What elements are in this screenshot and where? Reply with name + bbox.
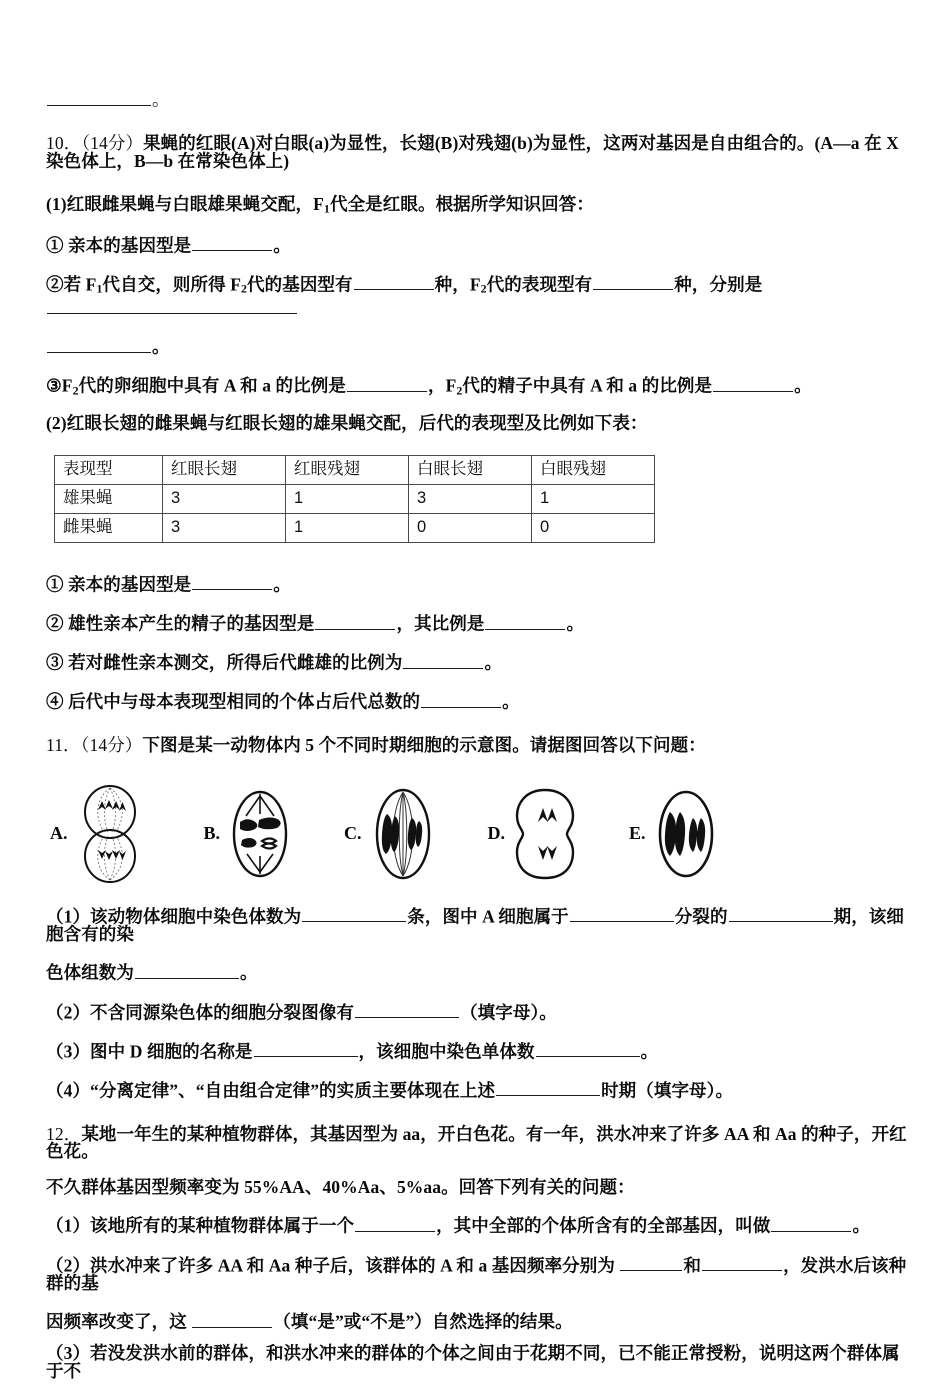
fill-blank[interactable] bbox=[485, 612, 565, 630]
cell-anaphase-meiosis-II-icon bbox=[511, 784, 579, 884]
fill-blank[interactable] bbox=[536, 1040, 640, 1058]
q10-item2-b: 代自交，则所得 F bbox=[102, 274, 241, 295]
q10-sub1 bbox=[46, 196, 912, 216]
fill-blank[interactable] bbox=[421, 690, 501, 708]
q10-stem-bold: (A—a 在 X 染色体上，B—b 在常染色体上) bbox=[46, 133, 904, 171]
q10-item1 bbox=[46, 234, 912, 255]
table-cell: 1 bbox=[532, 484, 655, 513]
q12-number: 12． bbox=[46, 1123, 82, 1144]
q10-after4-a: ④ 后代中与母本表现型相同的个体占后代总数的 bbox=[46, 691, 421, 712]
cell-diagram-a bbox=[50, 782, 146, 886]
q10-after2-b: ，其比例是 bbox=[396, 613, 485, 634]
q10-item2 bbox=[46, 273, 912, 317]
q10-after3-a: ③ 若对雌性亲本测交，所得后代雌雄的比例为 bbox=[46, 652, 403, 673]
q12-p2-c: ，发洪水后该种群的基 bbox=[46, 1255, 907, 1293]
fill-blank[interactable] bbox=[47, 296, 297, 314]
q12-p2-a: （2）洪水冲来了许多 AA 和 Aa 种子后，该群体的 A 和 a 基因频率分别为 bbox=[46, 1255, 615, 1276]
table-cell: 3 bbox=[163, 513, 286, 542]
q12-stem-text1: 某地一年生的某种植物群体，其基因型为 aa，开白色花。有一年，洪水冲来了许多 AA 和 Aa 的种子，开红色花。 bbox=[46, 1123, 907, 1162]
q12-p3 bbox=[46, 1345, 912, 1380]
table-cell: 3 bbox=[409, 484, 532, 513]
table-row bbox=[55, 513, 655, 542]
q12-stem-line2 bbox=[46, 1176, 912, 1197]
q10-after2-a: ② 雄性亲本产生的精子的基因型是 bbox=[46, 613, 315, 634]
q10-stem-text: 果蝇的红眼(A)对白眼(a)为显性，长翅(B)对残翅(b)为显性，这两对基因是自由组合的。 bbox=[143, 133, 815, 154]
q11-p4-a: （4）“分离定律”、“自由组合定律”的实质主要体现在上述 bbox=[46, 1080, 496, 1101]
q10-item3-b: 代的卵细胞中具有 A 和 a 的比例是 bbox=[78, 375, 346, 396]
cell-two-chromosomes-icon bbox=[652, 784, 720, 884]
q10-after1 bbox=[46, 573, 912, 594]
q10-item2-d: 种，F bbox=[434, 274, 481, 295]
fill-blank[interactable] bbox=[702, 1254, 782, 1272]
table-cell: 1 bbox=[286, 513, 409, 542]
q10-item2-sub2: 2 bbox=[240, 282, 248, 296]
q10-after4 bbox=[46, 690, 912, 711]
q11-p2-b: （填字母）。 bbox=[460, 1002, 557, 1023]
fill-blank[interactable] bbox=[496, 1079, 600, 1097]
q11-p2-a: （2）不含同源染色体的细胞分裂图像有 bbox=[46, 1002, 355, 1023]
fill-blank[interactable] bbox=[192, 1310, 272, 1328]
diagram-label-e: E. bbox=[629, 823, 646, 844]
q10-stem bbox=[46, 135, 912, 170]
q12-p1-b: ，其中全部的个体所含有的全部基因，叫做 bbox=[436, 1216, 771, 1237]
q10-after1-end: 。 bbox=[273, 574, 291, 595]
q10-after2-c: 。 bbox=[566, 613, 585, 634]
q11-p1-a: （1）该动物体细胞中染色体数为 bbox=[46, 906, 302, 927]
fill-blank[interactable] bbox=[192, 234, 272, 252]
fill-blank[interactable] bbox=[570, 905, 674, 923]
q10-item2-tail: 。 bbox=[152, 336, 170, 357]
table-cell: 1 bbox=[286, 484, 409, 513]
fill-blank[interactable] bbox=[47, 335, 151, 353]
q11-score: （14分） bbox=[80, 735, 143, 756]
q11-stem bbox=[46, 737, 912, 755]
q11-p3-b: ，该细胞中染色单体数 bbox=[358, 1041, 535, 1062]
q11-p1-f: 。 bbox=[240, 963, 258, 984]
q11-p3-c: 。 bbox=[640, 1041, 659, 1062]
fragment-period: 。 bbox=[152, 89, 170, 110]
q12-stem-line1 bbox=[46, 1123, 912, 1162]
fill-blank[interactable] bbox=[355, 1214, 435, 1232]
cell-metaphase-meiosis-I-icon bbox=[226, 784, 294, 884]
q11-p1-d: 期，该细胞含有的染 bbox=[46, 906, 904, 944]
fill-blank[interactable] bbox=[192, 573, 272, 591]
fill-blank[interactable] bbox=[302, 905, 406, 923]
q10-after3 bbox=[46, 651, 912, 672]
fill-blank[interactable] bbox=[354, 273, 434, 291]
fill-blank[interactable] bbox=[593, 273, 673, 291]
q12-p1-a: （1）该地所有的某种植物群体属于一个 bbox=[46, 1216, 355, 1237]
fill-blank[interactable] bbox=[135, 961, 239, 979]
table-col-header: 白眼残翅 bbox=[532, 455, 655, 484]
q10-sub2-text: 红眼长翅的雌果蝇与红眼长翅的雄果蝇交配，后代的表现型及比例如下表： bbox=[66, 413, 648, 434]
q12-stem-text2: 不久群体基因型频率变为 55%AA、40%Aa、5%aa。回答下列有关的问题： bbox=[46, 1176, 635, 1197]
diagram-label-d: D. bbox=[487, 823, 506, 844]
q12-p2 bbox=[46, 1254, 912, 1293]
fill-blank[interactable] bbox=[347, 374, 427, 392]
fill-blank[interactable] bbox=[254, 1040, 358, 1058]
table-col-header: 红眼长翅 bbox=[163, 455, 286, 484]
q10-item3-sub1: 2 bbox=[72, 383, 79, 398]
q10-item2-c: 代的基因型有 bbox=[247, 274, 353, 295]
q10-item2-e: 代的表现型有 bbox=[486, 274, 593, 295]
fill-blank[interactable] bbox=[620, 1254, 682, 1272]
q10-after4-b: 。 bbox=[502, 691, 520, 712]
q10-sub1-subscript: 1 bbox=[323, 201, 330, 216]
q10-item2-a: ②若 F bbox=[46, 274, 97, 295]
q10-sub1-label: (1) bbox=[46, 194, 67, 215]
q10-item2-sub1: 1 bbox=[96, 282, 103, 296]
q10-sub2-label: (2) bbox=[46, 413, 67, 434]
q10-sub2 bbox=[46, 415, 912, 433]
table-col-header: 白眼长翅 bbox=[409, 455, 532, 484]
diagram-label-b: B. bbox=[203, 823, 221, 844]
cell-diagram-e bbox=[629, 784, 720, 884]
fragment-top-line bbox=[46, 88, 912, 109]
q11-p1-b: 条，图中 A 细胞属于 bbox=[407, 906, 569, 927]
fill-blank[interactable] bbox=[355, 1001, 459, 1019]
q10-after2 bbox=[46, 612, 912, 633]
q11-p1-cont bbox=[46, 961, 912, 982]
q10-score: （14分） bbox=[81, 133, 144, 154]
q12-p2-cont bbox=[46, 1310, 912, 1331]
q10-item3 bbox=[46, 374, 912, 397]
cell-late-telophase-mitosis-icon bbox=[74, 782, 146, 886]
q12-p2-d: 因频率改变了，这 bbox=[46, 1311, 187, 1332]
table-col-header: 表现型 bbox=[55, 455, 163, 484]
q10-after1-text: ① 亲本的基因型是 bbox=[46, 574, 192, 595]
q11-p1 bbox=[46, 905, 912, 944]
q11-p2 bbox=[46, 1001, 912, 1022]
cell-diagram-strip bbox=[46, 775, 912, 893]
table-cell: 0 bbox=[532, 513, 655, 542]
q10-item3-e: 。 bbox=[794, 375, 812, 396]
q12-p3-text: （3）若没发洪水前的群体，和洪水冲来的群体的个体之间由于花期不同，已不能正常授粉，说明这两个群体属于不 bbox=[46, 1343, 900, 1381]
q12-p2-e: （填“是”或“不是”）自然选择的结果。 bbox=[273, 1311, 573, 1332]
q10-sub1-text2: 代全是红眼。根据所学知识回答： bbox=[329, 194, 594, 215]
q11-p4 bbox=[46, 1079, 912, 1100]
q11-p3-a: （3）图中 D 细胞的名称是 bbox=[46, 1041, 253, 1062]
q10-sub1-text: 红眼雌果蝇与白眼雄果蝇交配，F bbox=[66, 194, 324, 215]
table-col-header: 红眼残翅 bbox=[286, 455, 409, 484]
q10-item1-end: 。 bbox=[273, 235, 291, 256]
fill-blank[interactable] bbox=[713, 374, 793, 392]
q10-item3-d: 代的精子中具有 A 和 a 的比例是 bbox=[462, 375, 713, 396]
fill-blank[interactable] bbox=[771, 1214, 851, 1232]
q12-p1-c: 。 bbox=[852, 1216, 871, 1237]
q11-number: 11． bbox=[46, 735, 81, 756]
cell-metaphase-mitosis-icon bbox=[368, 784, 438, 884]
cell-diagram-c bbox=[344, 784, 438, 884]
table-row-label: 雌果蝇 bbox=[55, 513, 163, 542]
q10-item1-text: ① 亲本的基因型是 bbox=[46, 235, 192, 256]
q11-p4-b: 时期（填字母）。 bbox=[601, 1080, 734, 1101]
table-cell: 0 bbox=[409, 513, 532, 542]
q11-p3 bbox=[46, 1040, 912, 1061]
q10-item3-c: ，F bbox=[427, 375, 457, 396]
q12-p1 bbox=[46, 1214, 912, 1235]
q10-item2-sub3: 2 bbox=[480, 282, 487, 296]
phenotype-table-wrapper bbox=[54, 455, 912, 543]
q10-item2-f: 种，分别是 bbox=[674, 274, 763, 295]
q10-item2-cont bbox=[46, 335, 912, 356]
cell-diagram-b bbox=[204, 784, 295, 884]
q11-stem-text: 下图是某一动物体内 5 个不同时期细胞的示意图。请据图回答以下问题： bbox=[142, 735, 706, 756]
phenotype-table bbox=[54, 455, 655, 543]
q11-p1-c: 分裂的 bbox=[674, 906, 728, 927]
q10-item3-sub2: 2 bbox=[456, 383, 463, 398]
cell-diagram-d bbox=[488, 784, 580, 884]
q12-p2-b: 和 bbox=[683, 1255, 702, 1276]
table-header-row bbox=[55, 455, 655, 484]
fill-blank[interactable] bbox=[729, 905, 833, 923]
fill-blank[interactable] bbox=[47, 88, 151, 106]
fill-blank[interactable] bbox=[315, 612, 395, 630]
q11-p1-e: 色体组数为 bbox=[46, 963, 134, 984]
fill-blank[interactable] bbox=[403, 651, 483, 669]
q10-after3-b: 。 bbox=[484, 652, 503, 673]
table-cell: 3 bbox=[163, 484, 286, 513]
table-row-label: 雄果蝇 bbox=[55, 484, 163, 513]
table-row bbox=[55, 484, 655, 513]
q10-number: 10． bbox=[46, 133, 82, 154]
q10-item3-a: ③F bbox=[46, 375, 73, 396]
page-body bbox=[46, 88, 912, 1398]
diagram-label-a: A. bbox=[50, 823, 68, 844]
diagram-label-c: C. bbox=[344, 823, 362, 844]
